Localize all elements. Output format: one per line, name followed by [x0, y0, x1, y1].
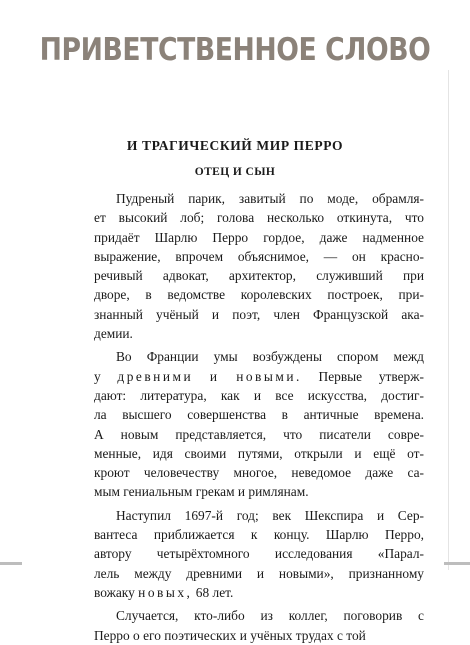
text-line: лель между древними и новыми», признанному: [94, 565, 424, 581]
text-line: вантеса приближается к концу. Шарлю Перро,: [94, 527, 424, 543]
text-line: демии.: [94, 326, 133, 342]
text-line: ла высшего совершенства в античные времена.: [94, 407, 424, 423]
text-line: Случается, кто-либо из коллег, поговорив с: [116, 608, 424, 624]
text-line: придаёт Шарлю Перро гордое, даже надменное: [94, 229, 424, 245]
text-line: ет высокий лоб; голова несколько откинута, что: [94, 210, 424, 226]
body-text: [94, 189, 424, 645]
text-line: А новым представляется, что писатели совре-: [94, 426, 424, 442]
footer-mark-right: [444, 562, 470, 565]
text-line: менные, идя своими путями, открыли и ещё от-: [94, 445, 424, 461]
text-line: Перро о его поэтических и учёных трудах с той: [94, 627, 366, 643]
paragraph: [94, 506, 424, 602]
text-line: у древними и новыми. Первые утверж-: [94, 368, 424, 384]
section-title: И ТРАГИЧЕСКИЙ МИР ПЕРРО: [126, 138, 344, 153]
text-line: выражение, впрочем объяснимое, — он красно-: [94, 248, 424, 264]
text-line: кроют человечеству многое, неведомое даже са-: [94, 465, 424, 481]
page-edge-line: [448, 70, 449, 570]
text-line: дворе, в ведомстве королевских построек, при-: [94, 287, 424, 303]
text-line: речивый адвокат, архитектор, служивший при: [94, 268, 424, 284]
text-line: автору четырёхтомного исследования «Парал-: [94, 546, 424, 562]
paragraph: [94, 189, 424, 343]
footer-mark-left: [0, 562, 22, 565]
text-line: знанный учёный и поэт, член Французской ака-: [94, 306, 424, 322]
paragraph: [94, 606, 424, 645]
text-line: дают: литература, как и все искусства, достиг-: [94, 387, 424, 403]
text-line: Наступил 1697-й год; век Шекспира и Сер-: [116, 507, 424, 523]
text-line: Во Франции умы возбуждены спором межд: [116, 349, 424, 365]
sub-title: ОТЕЦ И СЫН: [194, 166, 276, 178]
chapter-heading: ПРИВЕТСТВЕННОЕ СЛОВО: [39, 32, 431, 68]
text-line: вожаку новых, 68 лет.: [94, 584, 234, 600]
text-line: мым гениальным грекам и римлянам.: [94, 484, 309, 500]
paragraph: [94, 347, 424, 501]
text-line: Пудреный парик, завитый по моде, обрамля-: [116, 191, 424, 206]
